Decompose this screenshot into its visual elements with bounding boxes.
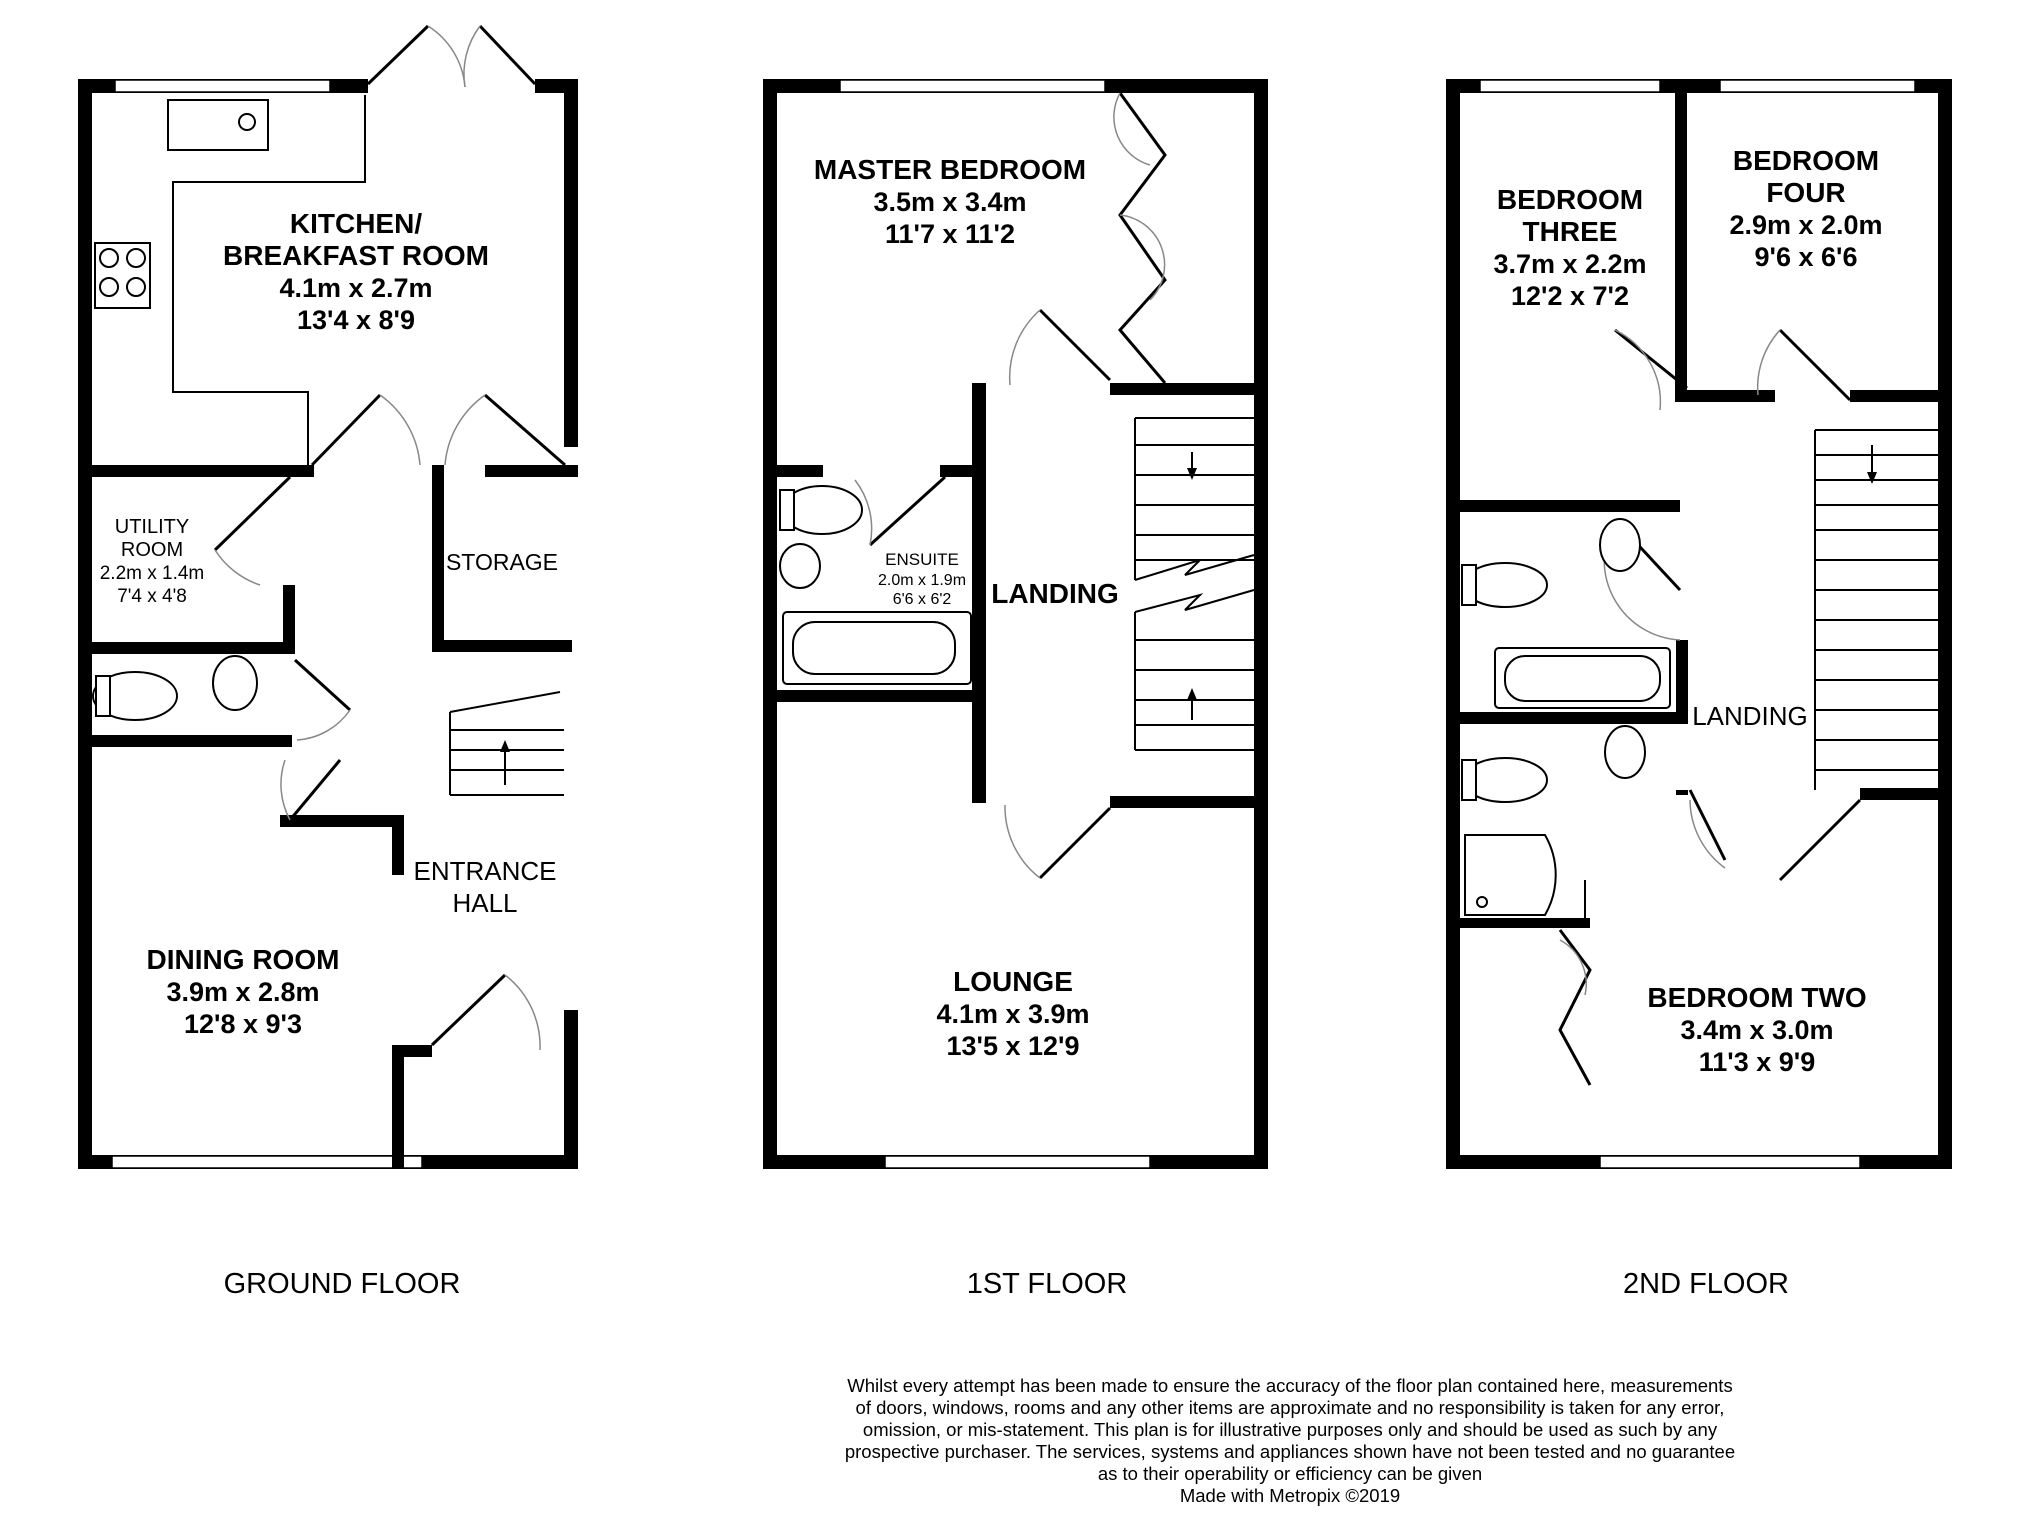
bed4-name-2: FOUR [1766, 177, 1846, 208]
ensuite-name: ENSUITE [885, 550, 959, 569]
room-label-lounge [936, 966, 1089, 1061]
bed4-metric: 2.9m x 2.0m [1729, 210, 1883, 240]
dining-metric: 3.9m x 2.8m [166, 977, 320, 1007]
room-label-bedroom-three [1493, 184, 1646, 311]
disclaimer-line: of doors, windows, rooms and any other items are approximate and no responsibility is taken for any error, [855, 1397, 1725, 1418]
room-label-landing-second [1692, 701, 1808, 731]
lounge-name: LOUNGE [953, 966, 1073, 997]
bed2-metric: 3.4m x 3.0m [1680, 1015, 1834, 1045]
room-label-kitchen [223, 208, 489, 335]
first-floor-label: 1ST FLOOR [966, 1268, 1128, 1300]
bed3-name-2: THREE [1522, 216, 1618, 247]
entrance-name-1: ENTRANCE [413, 856, 557, 886]
ground-floor-label: GROUND FLOOR [223, 1268, 461, 1300]
bed2-name: BEDROOM TWO [1647, 982, 1867, 1013]
bed4-name-1: BEDROOM [1732, 145, 1880, 176]
master-metric: 3.5m x 3.4m [873, 187, 1027, 217]
room-label-master-bedroom [814, 154, 1086, 249]
room-label-entrance-hall [413, 856, 556, 918]
disclaimer-line: Whilst every attempt has been made to ensure the accuracy of the floor plan contained here, measurements [847, 1375, 1733, 1396]
first-floor-stairs [1135, 418, 1254, 750]
room-label-utility [100, 516, 205, 607]
master-name: MASTER BEDROOM [813, 154, 1087, 185]
ensuite-metric: 2.0m x 1.9m [877, 572, 967, 589]
disclaimer-line: prospective purchaser. The services, systems and appliances shown have not been tested and no guarantee [844, 1441, 1736, 1462]
utility-metric: 2.2m x 1.4m [99, 563, 205, 584]
utility-name-2: ROOM [120, 539, 184, 561]
bed2-imperial: 11'3 x 9'9 [1698, 1047, 1816, 1077]
entrance-name-2: HALL [452, 888, 518, 918]
bed4-imperial: 9'6 x 6'6 [1754, 242, 1858, 272]
second-floor-stairs [1815, 430, 1938, 790]
landing2-name: LANDING [1692, 701, 1808, 731]
room-label-landing-first [991, 578, 1119, 609]
utility-imperial: 7'4 x 4'8 [117, 586, 187, 607]
room-label-storage [446, 549, 558, 575]
room-label-bedroom-two [1647, 982, 1866, 1077]
kitchen-metric: 4.1m x 2.7m [279, 273, 433, 303]
landing1-name: LANDING [991, 578, 1119, 609]
disclaimer-text [740, 1375, 1840, 1507]
storage-name: STORAGE [445, 549, 559, 575]
dining-name: DINING ROOM [146, 944, 340, 975]
utility-name-1: UTILITY [114, 516, 190, 538]
lounge-imperial: 13'5 x 12'9 [946, 1031, 1080, 1061]
credit-line: Made with Metropix ©2019 [1179, 1485, 1401, 1506]
room-label-bedroom-four [1729, 145, 1882, 272]
room-label-ensuite [878, 550, 966, 608]
dining-imperial: 12'8 x 9'3 [184, 1009, 302, 1039]
bed3-imperial: 12'2 x 7'2 [1511, 281, 1629, 311]
ground-floor-stairs [450, 692, 564, 795]
disclaimer-line: omission, or mis-statement. This plan is for illustrative purposes only and should be used as such by any [862, 1419, 1718, 1440]
room-label-dining [147, 944, 340, 1039]
bed3-name-1: BEDROOM [1496, 184, 1644, 215]
kitchen-name-2: BREAKFAST ROOM [223, 240, 489, 271]
disclaimer-line: as to their operability or efficiency can be given [1097, 1463, 1483, 1484]
kitchen-name-1: KITCHEN/ [289, 208, 423, 239]
master-imperial: 11'7 x 11'2 [885, 219, 1015, 249]
lounge-metric: 4.1m x 3.9m [936, 999, 1090, 1029]
kitchen-imperial: 13'4 x 8'9 [297, 305, 415, 335]
second-floor-label: 2ND FLOOR [1623, 1268, 1789, 1300]
bed3-metric: 3.7m x 2.2m [1493, 249, 1647, 279]
ensuite-imperial: 6'6 x 6'2 [892, 591, 952, 608]
